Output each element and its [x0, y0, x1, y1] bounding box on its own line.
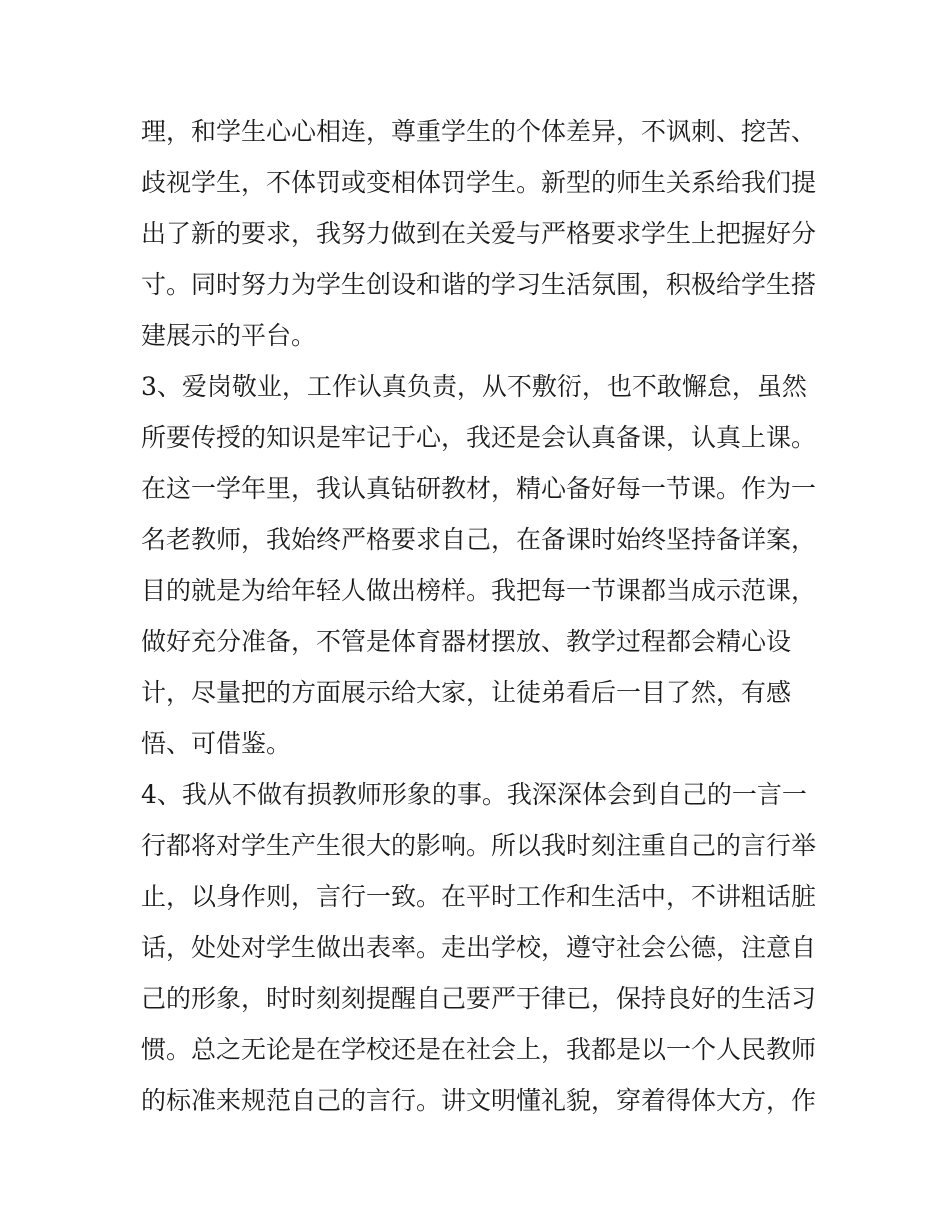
text-line: 悟、可借鉴。 — [141, 729, 292, 758]
text-line: 目的就是为给年轻人做出榜样。我把每一节课都当成示范课， — [141, 576, 817, 605]
text-line: 出了新的要求，我努力做到在关爱与严格要求学生上把握好分 — [141, 219, 817, 248]
text-line: 行都将对学生产生很大的影响。所以我时刻注重自己的言行举 — [141, 831, 817, 860]
text-line: 计，尽量把的方面展示给大家，让徒弟看后一目了然，有感 — [141, 678, 792, 707]
text-line: 惯。总之无论是在学校还是在社会上，我都是以一个人民教师 — [141, 1035, 817, 1064]
text-line: 名老教师，我始终严格要求自己，在备课时始终坚持备详案， — [141, 525, 817, 554]
text-line: 止，以身作则，言行一致。在平时工作和生活中，不讲粗话脏 — [141, 882, 817, 911]
text-line: 理，和学生心心相连，尊重学生的个体差异，不讽刺、挖苦、 — [141, 117, 817, 146]
text-line: 4、我从不做有损教师形象的事。我深深体会到自己的一言一 — [141, 780, 807, 809]
document-body — [141, 106, 831, 1126]
text-line: 歧视学生，不体罚或变相体罚学生。新型的师生关系给我们提 — [141, 168, 817, 197]
text-line: 建展示的平台。 — [141, 321, 317, 350]
text-line: 话，处处对学生做出表率。走出学校，遵守社会公德，注意自 — [141, 933, 817, 962]
text-line: 在这一学年里，我认真钻研教材，精心备好每一节课。作为一 — [141, 474, 817, 503]
text-line: 寸。同时努力为学生创设和谐的学习生活氛围，积极给学生搭 — [141, 270, 817, 299]
text-line: 的标准来规范自己的言行。讲文明懂礼貌，穿着得体大方，作 — [141, 1086, 817, 1115]
text-line: 所要传授的知识是牢记于心，我还是会认真备课，认真上课。 — [141, 423, 817, 452]
text-line: 做好充分准备，不管是体育器材摆放、教学过程都会精心设 — [141, 627, 792, 656]
text-line: 3、爱岗敬业，工作认真负责，从不敷衍，也不敢懈怠，虽然 — [141, 372, 807, 401]
text-line: 己的形象，时时刻刻提醒自己要严于律已，保持良好的生活习 — [141, 984, 817, 1013]
